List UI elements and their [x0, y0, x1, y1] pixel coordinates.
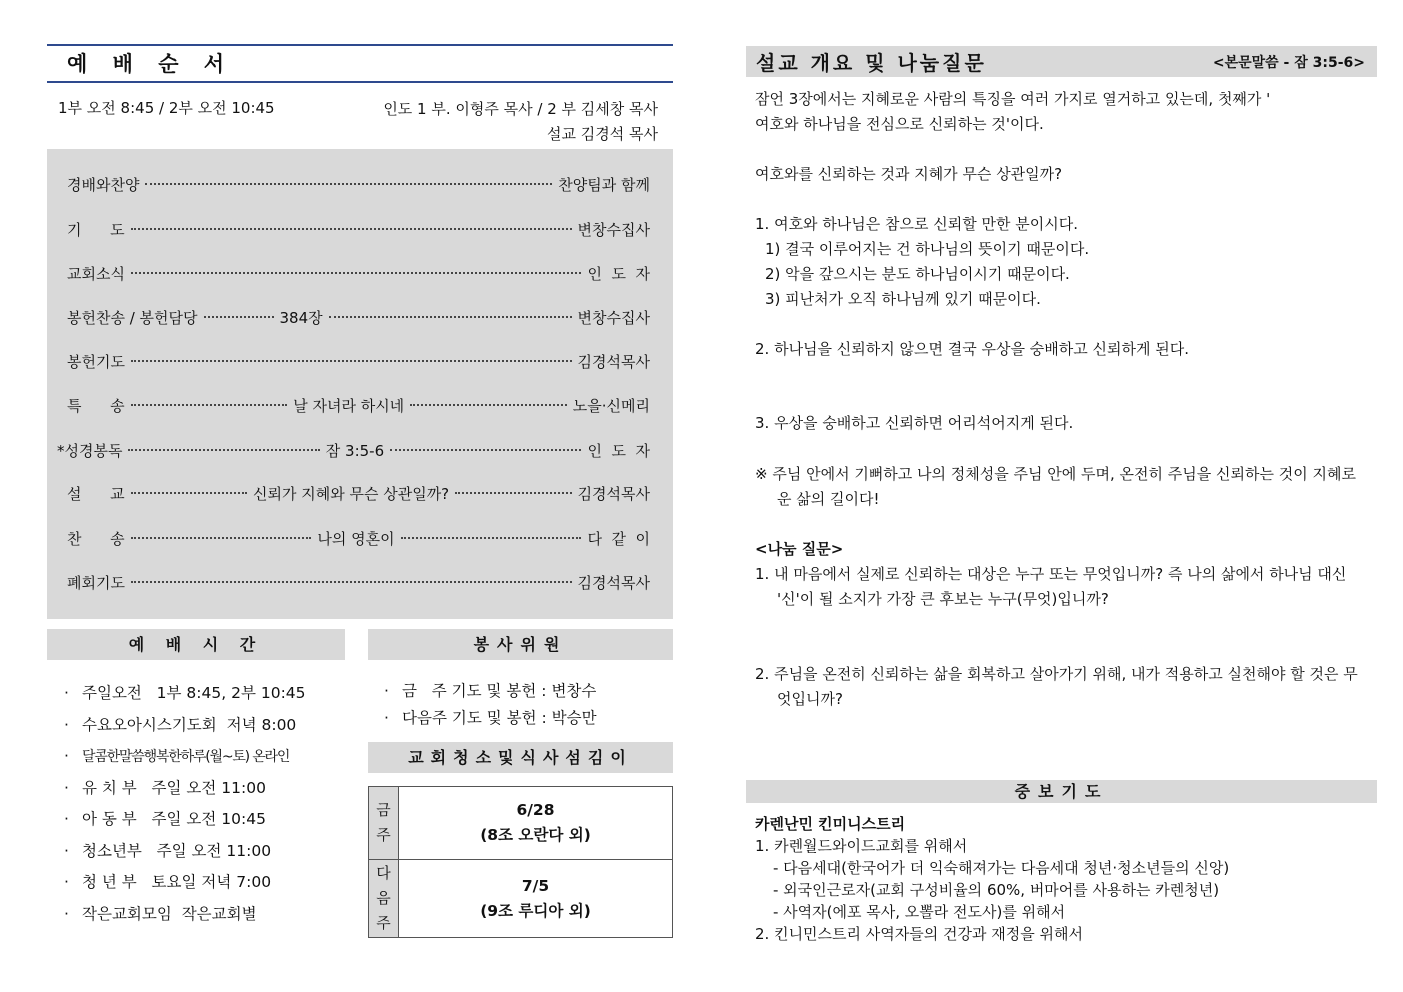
- list-item: · 달콤한말씀행복한하루(월~토) 온라인: [64, 747, 290, 765]
- order-name: 설 교: [67, 484, 125, 503]
- dot-leader: [131, 228, 572, 230]
- order-right: 인 도 자: [587, 441, 650, 460]
- order-name: 폐회기도: [67, 573, 125, 592]
- worship-order-title: 예 배 순 서: [47, 44, 673, 83]
- order-right: 변창수집사: [577, 220, 650, 239]
- intercession-sub: - 외국인근로자(교회 구성비율의 60%, 버마어를 사용하는 카렌청년): [773, 881, 1220, 899]
- dot-leader: [131, 360, 572, 362]
- dot-leader: [390, 449, 581, 451]
- dot-leader: [410, 404, 567, 406]
- sharing-question-1: 1. 내 마음에서 실제로 신뢰하는 대상은 누구 또는 무엇입니까? 즉 나의 삶에서 하나님 대신 '신'이 될 소지가 가장 큰 후보는 누구(무엇)입니까?: [755, 565, 1347, 608]
- sermon-note: ※ 주님 안에서 기뻐하고 나의 정체성을 주님 안에 두며, 온전히 주님을 신뢰하는 것이 지혜로운 삶의 길이다!: [755, 465, 1356, 508]
- order-name: 찬 송: [67, 529, 125, 548]
- order-name: 교회소식: [67, 264, 125, 283]
- this-week-date: 6/28: [516, 801, 555, 819]
- list-item: · 금 주 기도 및 봉헌 : 변창수: [384, 682, 597, 700]
- order-row: [47, 302, 673, 332]
- worship-order-box: [47, 149, 673, 619]
- next-week-cell: [399, 860, 673, 938]
- leaders-line-2: 설교 김경석 목사: [547, 125, 658, 143]
- list-item: · 주일오전 1부 8:45, 2부 10:45: [64, 684, 306, 702]
- list-item: · 작은교회모임 작은교회별: [64, 904, 257, 923]
- intercession-content: [755, 813, 1370, 945]
- sermon-question: 여호와를 신뢰하는 것과 지혜가 무슨 상관일까?: [755, 165, 1063, 183]
- this-week-cell: [399, 787, 673, 860]
- order-right: 김경석목사: [577, 484, 651, 503]
- service-leaders: [383, 97, 658, 147]
- cleaning-table: [368, 786, 673, 938]
- intercession-org: 카렌난민 킨미니스트리: [755, 815, 906, 833]
- sub-point: 3) 피난처가 오직 하나님께 있기 때문이다.: [765, 290, 1041, 308]
- sermon-intro: [755, 87, 1370, 137]
- sub-point: 2) 악을 갚으시는 분도 하나님이시기 때문이다.: [765, 265, 1070, 283]
- leaders-line-1: 인도 1 부. 이형주 목사 / 2 부 김세창 목사: [383, 100, 658, 118]
- order-right: 변창수집사: [577, 308, 650, 327]
- order-name: 기 도: [67, 220, 125, 239]
- dot-leader: [401, 537, 582, 539]
- intercession-line: 1. 카렌월드와이드교회를 위해서: [755, 837, 968, 855]
- order-right: 김경석목사: [577, 573, 650, 592]
- worship-times-list: [64, 678, 306, 930]
- sermon-point-2: 2. 하나님을 신뢰하지 않으면 결국 우상을 숭배하고 신뢰하게 된다.: [755, 340, 1189, 358]
- service-committee-header: 봉사위원: [368, 629, 673, 660]
- cleaning-header: 교회청소및식사섬김이: [368, 742, 673, 773]
- order-mid: 384장: [279, 308, 323, 327]
- scripture-reference: <본문말씀 - 잠 3:5-6>: [1212, 54, 1365, 71]
- order-mid: 잠 3:5-6: [325, 441, 385, 460]
- order-row: [47, 390, 673, 420]
- order-row: [47, 258, 673, 288]
- intercession-sub: - 다음세대(한국어가 더 익숙해져가는 다음세대 청년·청소년들의 신앙): [773, 859, 1230, 877]
- order-mid: 나의 영혼이: [317, 529, 395, 548]
- this-week-team: (8조 오란다 외): [480, 826, 591, 844]
- intercession-header: 중보기도: [746, 780, 1377, 803]
- sermon-header: [746, 46, 1377, 77]
- sermon-intro-line: 여호와 하나님을 전심으로 신뢰하는 것'이다.: [755, 115, 1044, 133]
- dot-leader: [455, 492, 571, 494]
- sub-point: 1) 결국 이루어지는 건 하나님의 뜻이기 때문이다.: [765, 240, 1090, 258]
- next-week-label: 다음주: [369, 860, 399, 938]
- list-item: · 유 치 부 주일 오전 11:00: [64, 778, 266, 797]
- service-committee-list: [384, 678, 597, 732]
- order-right: 김경석목사: [577, 352, 650, 371]
- order-name: 봉헌찬송 / 봉헌담당: [67, 308, 198, 327]
- point-text: 1. 여호와 하나님은 참으로 신뢰할 만한 분이시다.: [755, 215, 1078, 233]
- order-row: [47, 169, 673, 199]
- dot-leader: [329, 316, 572, 318]
- order-row: [47, 523, 673, 553]
- sermon-point-1: [755, 212, 1370, 312]
- list-item: · 청 년 부 토요일 저녁 7:00: [64, 873, 272, 891]
- intercession-line: 2. 킨니민스트리 사역자들의 건강과 재정을 위해서: [755, 925, 1083, 943]
- this-week-label: 금주: [369, 787, 399, 860]
- order-name: 특 송: [67, 396, 125, 415]
- order-row: [47, 478, 673, 508]
- list-item: · 아 동 부 주일 오전 10:45: [64, 810, 266, 828]
- list-item: · 다음주 기도 및 봉헌 : 박승만: [384, 709, 597, 727]
- list-item: · 수요오아시스기도회 저녁 8:00: [64, 715, 297, 734]
- order-right: 노을·신메리: [572, 396, 650, 415]
- dot-leader: [131, 492, 247, 494]
- order-name: 경배와찬양: [67, 175, 140, 194]
- order-mid: 날 자녀라 하시네: [293, 396, 405, 415]
- dot-leader: [131, 581, 572, 583]
- sermon-point-3: 3. 우상을 숭배하고 신뢰하면 어리석어지게 된다.: [755, 414, 1074, 432]
- order-mid: 신뢰가 지혜와 무슨 상관일까?: [253, 484, 450, 503]
- order-right: 찬양팀과 함께: [558, 175, 650, 194]
- dot-leader: [128, 449, 319, 451]
- next-week-date: 7/5: [521, 876, 550, 895]
- order-row: [47, 214, 673, 244]
- order-row: [47, 346, 673, 376]
- worship-times-header: 예 배 시 간: [47, 629, 345, 660]
- next-week-team: (9조 루디아 외): [480, 901, 591, 920]
- dot-leader: [204, 316, 274, 318]
- order-name: 봉헌기도: [67, 352, 125, 371]
- dot-leader: [131, 404, 288, 406]
- sermon-intro-line: 잠언 3장에서는 지혜로운 사람의 특징을 여러 가지로 열거하고 있는데, 첫째가 ': [755, 90, 1271, 108]
- order-row: [47, 567, 673, 597]
- order-row: [47, 435, 673, 465]
- sermon-title: 설교 개요 및 나눔질문: [756, 51, 987, 75]
- service-time-line: 1부 오전 8:45 / 2부 오전 10:45: [58, 99, 275, 117]
- dot-leader: [131, 537, 312, 539]
- list-item: · 청소년부 주일 오전 11:00: [64, 841, 272, 860]
- sharing-question-2: 2. 주님을 온전히 신뢰하는 삶을 회복하고 살아가기 위해, 내가 적용하고 실천해야 할 것은 무엇입니까?: [755, 665, 1358, 708]
- order-right: 다 같 이: [587, 529, 651, 548]
- sharing-title: <나눔 질문>: [755, 540, 844, 558]
- dot-leader: [145, 183, 552, 185]
- order-right: 인 도 자: [587, 264, 650, 283]
- order-name: *성경봉독: [57, 441, 123, 460]
- intercession-sub: - 사역자(에포 목사, 오뽈라 전도사)를 위해서: [773, 903, 1066, 921]
- dot-leader: [131, 272, 581, 274]
